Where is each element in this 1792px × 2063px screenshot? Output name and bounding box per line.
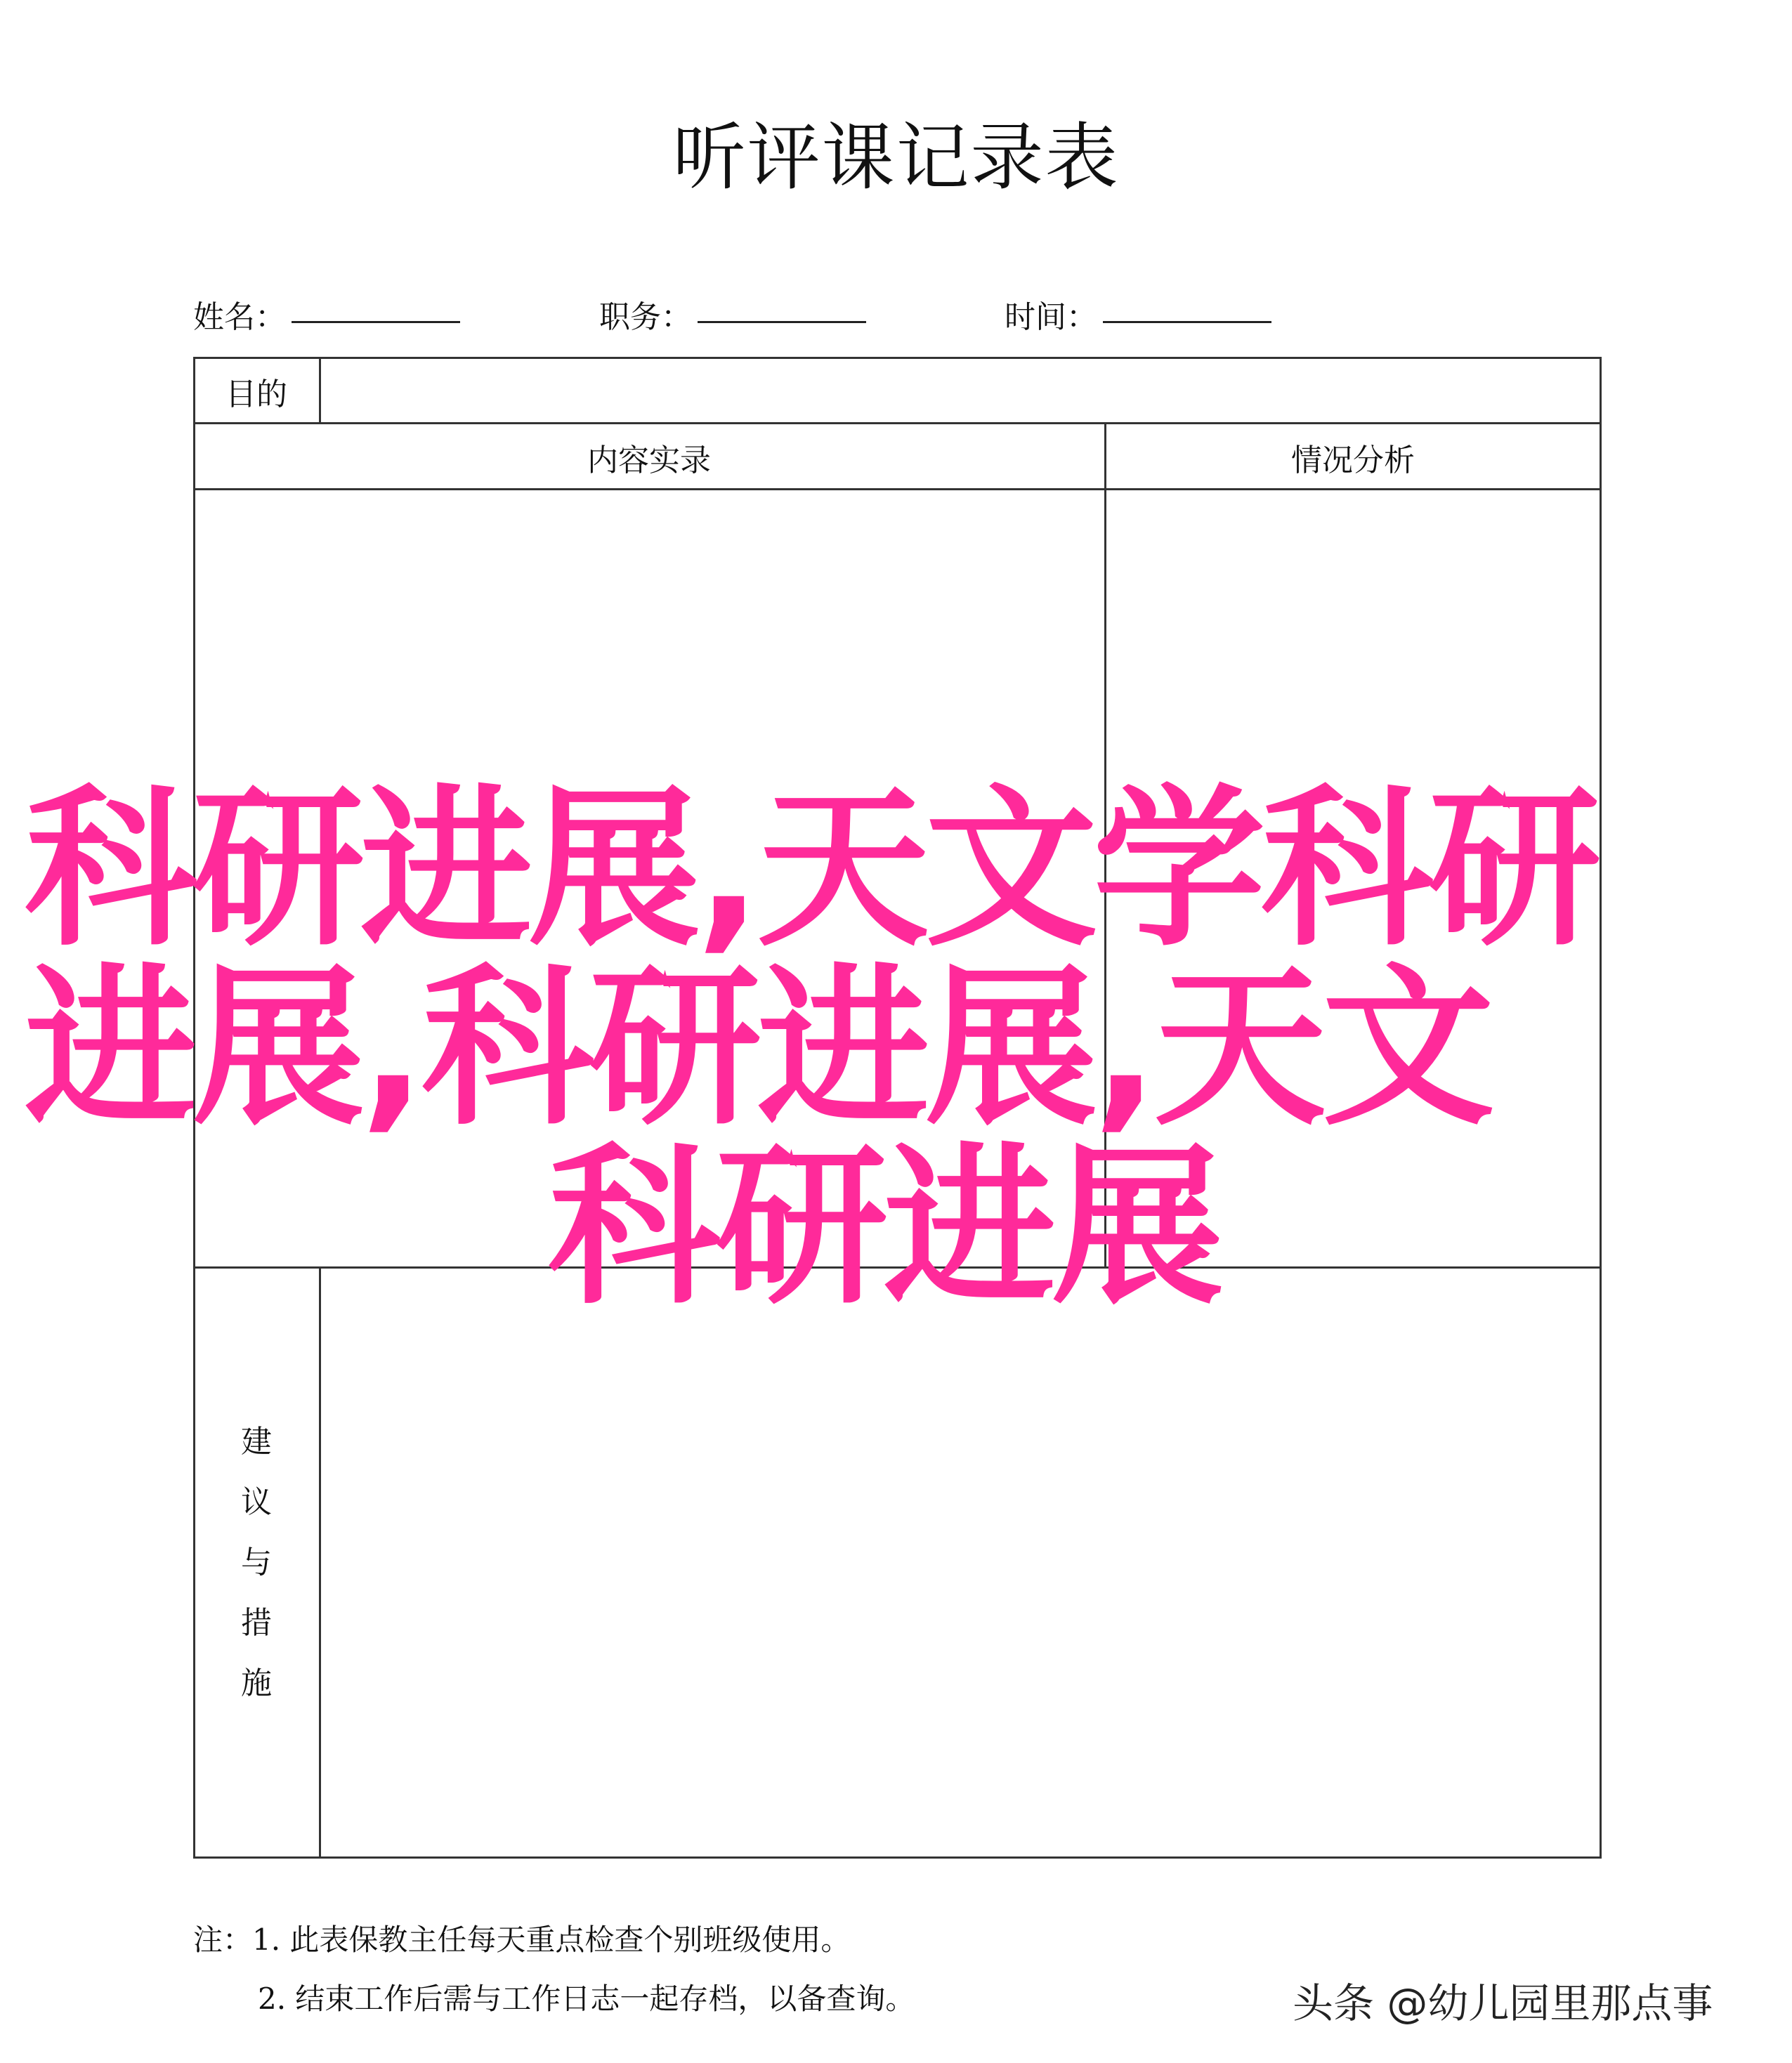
suggestion-char: 建 [241,1424,272,1460]
footnotes [193,1911,915,2029]
suggestion-char: 施 [241,1665,272,1701]
purpose-input-area[interactable] [321,359,1600,421]
suggestion-label [193,1412,320,1714]
analysis-input-area[interactable] [1106,490,1600,1266]
position-label: 职务： [599,299,692,335]
name-blank-line [292,321,460,323]
analysis-header: 情况分析 [1291,443,1415,478]
footnote-1: 注：1. 此表保教主任每天重点检查个别班级使用。 [193,1923,851,1957]
position-field [599,292,866,336]
source-credit: 头条 @幼儿园里那点事 [1293,1979,1713,2027]
overlay-line-3: 科研进展 [548,1127,1219,1328]
content-header: 内容实录 [587,443,711,478]
time-label: 时间： [1005,299,1097,335]
name-label: 姓名： [193,299,286,335]
overlay-line-2: 进展,科研进展,天文 [25,948,1491,1148]
suggestion-char: 议 [241,1484,272,1520]
footnote-2: 2. 结束工作后需与工作日志一起存档，以备查询。 [258,1982,915,2016]
suggestion-input-area[interactable] [321,1269,1600,1856]
position-blank-line [698,321,866,323]
overlay-line-1: 科研进展,天文学科研 [25,769,1597,969]
purpose-label: 目的 [225,376,287,412]
suggestion-char: 措 [241,1605,272,1641]
time-blank-line [1103,321,1271,323]
suggestion-char: 与 [241,1545,272,1580]
name-field [193,292,460,336]
table-divider [193,422,1602,424]
time-field [1005,292,1271,336]
page-title: 听评课记录表 [672,114,1120,200]
content-input-area[interactable] [195,490,1104,1266]
